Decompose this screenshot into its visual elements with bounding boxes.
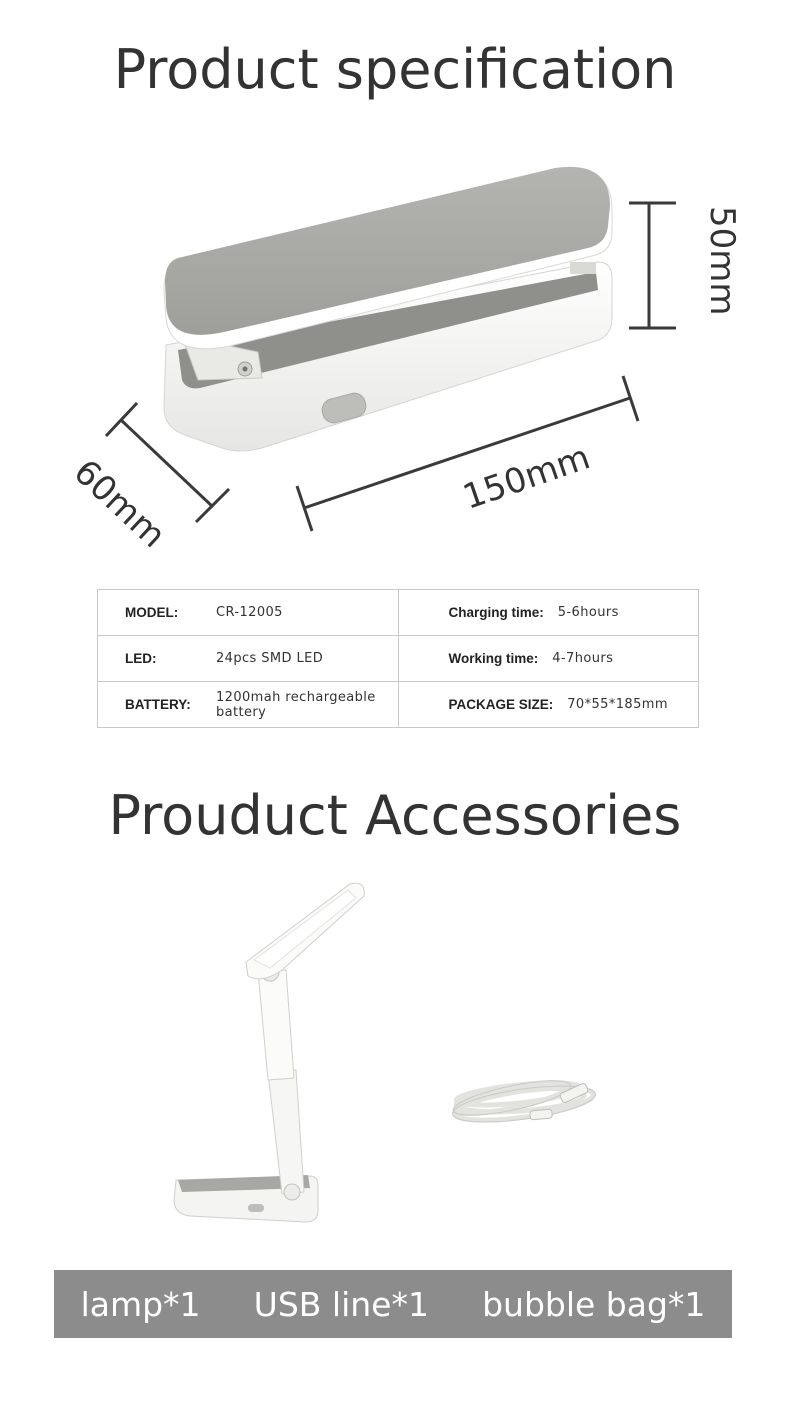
model-key: MODEL: [125, 605, 179, 620]
model-value: CR-12005 [216, 605, 283, 620]
depth-dimension-label: 60mm [65, 452, 174, 556]
led-value: 24pcs SMD LED [216, 651, 324, 666]
charging-time-value: 5-6hours [557, 605, 619, 620]
battery-value: 1200mah rechargeable battery [216, 689, 376, 720]
accessory-usb-line: USB line*1 [253, 1284, 429, 1324]
package-size-value: 70*55*185mm [567, 697, 668, 712]
working-time-value: 4-7hours [552, 651, 614, 666]
accessory-lamp: lamp*1 [80, 1284, 201, 1324]
led-key: LED: [125, 651, 157, 666]
charging-time-key: Charging time: [448, 605, 544, 620]
height-dimension-label: 50mm [702, 206, 742, 316]
accessories-bar [54, 1270, 732, 1338]
package-size-key: PACKAGE SIZE: [448, 697, 554, 712]
working-time-key: Working time: [448, 651, 539, 666]
battery-key: BATTERY: [125, 697, 191, 712]
length-dimension-label: 150mm [458, 437, 596, 518]
accessory-bubble-bag: bubble bag*1 [482, 1284, 706, 1324]
page-title: Product specification [113, 38, 677, 101]
accessories-title: Prouduct Accessories [108, 784, 682, 847]
